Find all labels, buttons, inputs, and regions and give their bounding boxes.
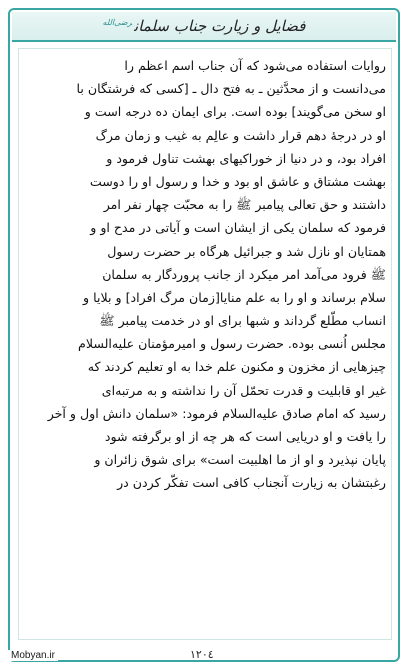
- text-line: مجلس اُنسی بوده. حضرت رسول و امیرمؤمنان علیه‌السلام: [78, 336, 386, 352]
- text-line: ﷺ فرود می‌آمد امر میکرد از جانب پروردگار به سلمان: [102, 266, 386, 282]
- text-line: را یافت و او دریایی است که هر چه از او برگرفته شود: [104, 429, 386, 444]
- text-line: روایات استفاده می‌شود که آن جناب اسم اعظم را: [124, 58, 386, 73]
- page-title: [103, 17, 306, 35]
- text-line: رسید که امام صادق علیه‌السلام فرمود: «سلمان دانش اول و آخر: [47, 405, 386, 421]
- text-line: چیزهایی از مخزون و مکنون علم خدا به او تعلیم کردند که: [87, 359, 386, 375]
- body-text: [24, 54, 386, 495]
- header-band: [12, 12, 396, 42]
- honorific-mark: رضی‌الله: [102, 18, 133, 27]
- text-line: او سخن می‌گویند] بوده است. برای ایمان ده درجه است و: [84, 104, 386, 120]
- text-line: افراد بود، و در دنیا از خوراکیهای بهشت تناول فرمود و: [106, 150, 386, 166]
- text-line: سلام برساند و او را به علم منایا[زمان مرگ افراد] و بلایا و: [83, 289, 386, 305]
- page-title-text: فضایل و زیارت جناب سلمان: [134, 17, 306, 35]
- source-watermark: Mobyan.ir: [8, 650, 58, 661]
- text-line: رغبتشان به زیارت آنجناب کافی است تفکّر کردن در: [117, 475, 386, 491]
- text-line: او در درجهٔ دهم قرار داشت و عالِم به غیب و زمان مرگ: [95, 127, 386, 143]
- text-line: غیر او قابلیت و قدرت تحمّل آن را نداشته و به مرتبه‌ای: [101, 382, 386, 398]
- text-line: همتایان او نازل شد و جبرائیل هرگاه بر حضرت رسول: [107, 243, 386, 259]
- text-line: فرمود که سلمان یکی از ایشان است و آیاتی در مدح او و: [90, 220, 386, 236]
- text-line: پایان نپذیرد و او از ما اهلبیت است» برای شوق زائران و: [94, 452, 386, 468]
- text-line: می‌دانست و از محدَّثین ـ به فتح دال ـ [کسی که فرشتگان با: [76, 81, 386, 97]
- page-number: ۱۲۰٤: [190, 648, 214, 661]
- text-line: بهشت مشتاق و عاشق او بود و خدا و رسول او را دوست: [89, 173, 386, 189]
- text-line: داشتند و حق تعالی پیامبر ﷺ را به محبّت چهار نفر امر: [103, 197, 386, 213]
- text-line: انساب مطّلع گرداند و شبها برای او در خدمت پیامبر ﷺ: [99, 313, 386, 329]
